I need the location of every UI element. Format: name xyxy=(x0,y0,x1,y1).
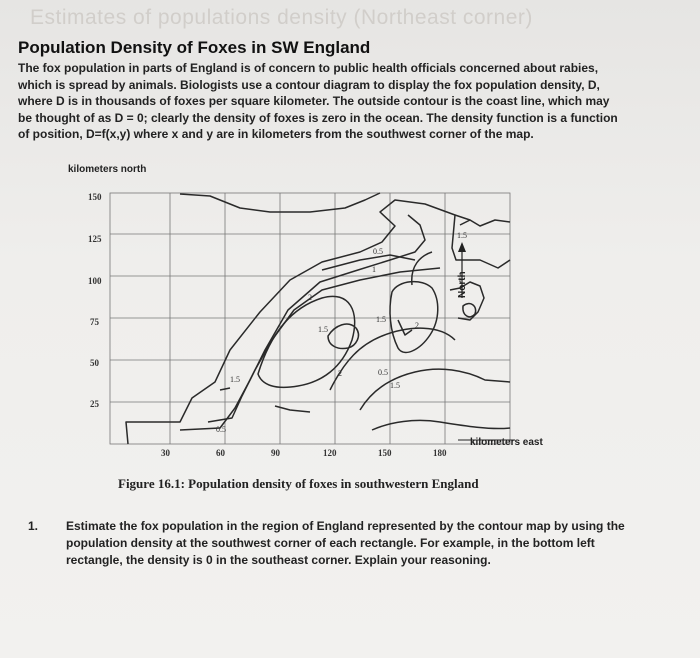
y-tick-125: 125 xyxy=(88,234,102,244)
y-axis-label: kilometers north xyxy=(68,164,147,175)
x-axis-label: kilometers east xyxy=(470,437,543,448)
north-arrow xyxy=(457,242,468,298)
contour-label-0-5-top: 0.5 xyxy=(373,247,383,256)
contour-label-2-upper: 2 xyxy=(308,293,312,302)
contour-label-1-5-right: 1.5 xyxy=(457,231,467,240)
x-tick-30: 30 xyxy=(161,448,170,458)
y-tick-50: 50 xyxy=(90,358,99,368)
contour-label-1-5-east: 1.5 xyxy=(376,315,386,324)
contour-label-2-lower: 2 xyxy=(338,369,342,378)
contour-map-figure xyxy=(60,160,560,460)
x-tick-180: 180 xyxy=(433,448,447,458)
faint-header-text: Estimates of populations density (Northeast corner) xyxy=(30,6,533,29)
question-text: Estimate the fox population in the region of England represented by the contour map by using the population density at the southwest corner of each rectangle. For example, in the bottom left rectangle, the density is 0 in the southeast corner. Explain your reasoning. xyxy=(66,519,625,567)
figure-caption: Figure 16.1: Population density of foxes in southwestern England xyxy=(118,476,479,491)
contour-label-1-5-west: 1.5 xyxy=(230,375,240,384)
contour-label-2-east: 2 xyxy=(415,321,419,330)
x-tick-150: 150 xyxy=(378,448,392,458)
contour-label-1-top: 1 xyxy=(372,265,376,274)
contour-label-1-5-southeast: 1.5 xyxy=(390,381,400,390)
intro-paragraph: The fox population in parts of England is of concern to public health officials concerned about rabies, which is spread by animals. Biologists use a contour diagram to display the fox population density, D, where D is in thousands of foxes per square kilometer. The outside contour is the coast line, which may be thought of as D = 0; clearly the density of foxes is zero in the ocean. The density function is a function of position, D=f(x,y) where x and y are in kilometers from the southwest corner of the map. xyxy=(18,61,618,141)
x-tick-120: 120 xyxy=(323,448,337,458)
question-number: 1. xyxy=(28,519,39,533)
contour-label-0-5-middle: 0.5 xyxy=(378,368,388,377)
contour-map xyxy=(60,160,560,460)
contour-lines xyxy=(126,193,510,444)
x-tick-60: 60 xyxy=(216,448,225,458)
x-tick-90: 90 xyxy=(271,448,280,458)
contour-label-0-5-bottom: 0.5 xyxy=(216,425,226,434)
y-tick-75: 75 xyxy=(90,317,99,327)
y-tick-100: 100 xyxy=(88,276,102,286)
north-label: North xyxy=(457,271,468,298)
page-title: Population Density of Foxes in SW England xyxy=(18,38,371,57)
contour-label-1-5-center: 1.5 xyxy=(318,325,328,334)
y-tick-150: 150 xyxy=(88,192,102,202)
map-grid xyxy=(110,193,510,444)
y-tick-25: 25 xyxy=(90,399,99,409)
